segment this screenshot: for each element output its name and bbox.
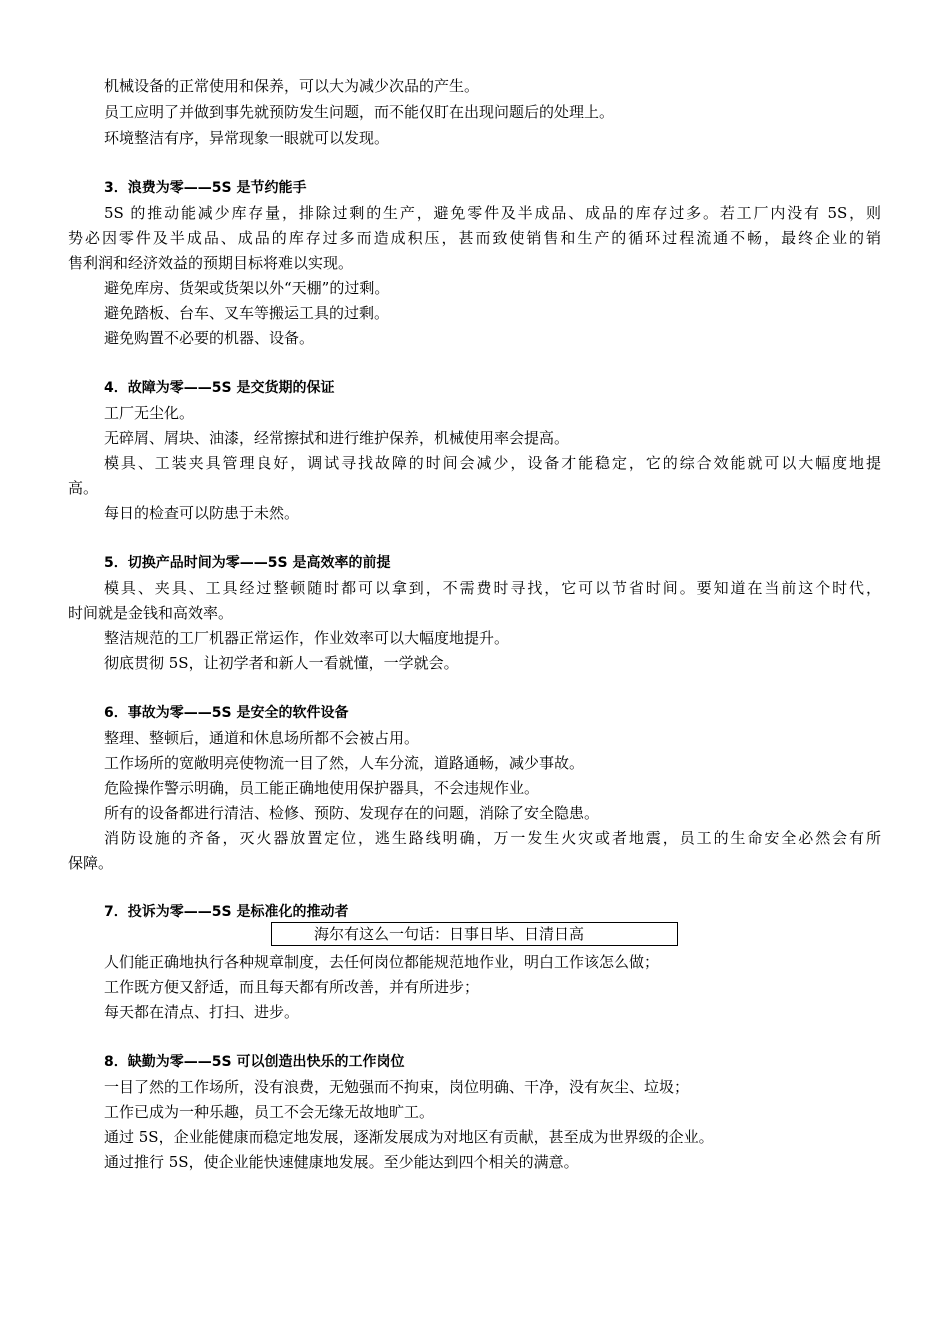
paragraph-line: 工作已成为一种乐趣，员工不会无缘无故地旷工。 [104,1103,435,1121]
paragraph-line: 避免购置不必要的机器、设备。 [104,329,315,347]
paragraph-line: 每天都在清点、打扫、进步。 [104,1003,300,1021]
paragraph-line: 环境整洁有序，异常现象一眼就可以发现。 [104,129,390,147]
paragraph-line: 消防设施的齐备，灭火器放置定位，逃生路线明确，万一发生火灾或者地震，员工的生命安全必然会有所 [104,829,881,847]
paragraph-line: 通过 5S，企业能健康而稳定地发展，逐渐发展成为对地区有贡献，甚至成为世界级的企业。 [104,1128,714,1146]
paragraph-line: 通过推行 5S，使企业能快速健康地发展。至少能达到四个相关的满意。 [104,1153,579,1171]
paragraph-line: 整洁规范的工厂机器正常运作，作业效率可以大幅度地提升。 [104,629,510,647]
paragraph-line: 员工应明了并做到事先就预防发生问题，而不能仅盯在出现问题后的处理上。 [104,103,615,121]
paragraph-line: 工厂无尘化。 [104,404,195,422]
paragraph-line: 每日的检查可以防患于未然。 [104,504,300,522]
paragraph-line: 避免库房、货架或货架以外“天棚”的过剩。 [104,279,390,297]
paragraph-line: 模具、工装夹具管理良好，调试寻找故障的时间会减少，设备才能稳定，它的综合效能就可以大幅度地提 [104,454,881,472]
paragraph-line: 工作场所的宽敞明亮使物流一目了然，人车分流，道路通畅，减少事故。 [104,754,585,772]
paragraph-line: 5S 的推动能减少库存量，排除过剩的生产，避免零件及半成品、成品的库存过多。若工厂内没有 5S，则 [104,204,881,222]
paragraph-line: 避免踏板、台车、叉车等搬运工具的过剩。 [104,304,390,322]
paragraph-line: 工作既方便又舒适，而且每天都有所改善，并有所进步； [104,978,480,996]
paragraph-line: 人们能正确地执行各种规章制度，去任何岗位都能规范地作业，明白工作该怎么做； [104,953,660,971]
section-heading-4: 4．故障为零——5S 是交货期的保证 [104,380,335,396]
section-heading-7: 7．投诉为零——5S 是标准化的推动者 [104,904,349,920]
quote-box: 海尔有这么一句话：日事日毕、日清日高 [271,922,678,946]
paragraph-line: 模具、夹具、工具经过整顿随时都可以拿到，不需费时寻找，它可以节省时间。要知道在当前这个时代， [104,579,881,597]
paragraph-line: 危险操作警示明确，员工能正确地使用保护器具，不会违规作业。 [104,779,540,797]
paragraph-line: 整理、整顿后，通道和休息场所都不会被占用。 [104,729,420,747]
paragraph-line: 彻底贯彻 5S，让初学者和新人一看就懂，一学就会。 [104,654,459,672]
section-heading-5: 5．切换产品时间为零——5S 是高效率的前提 [104,555,391,571]
paragraph-line: 保障。 [68,854,114,872]
paragraph-line: 一目了然的工作场所，没有浪费，无勉强而不拘束，岗位明确、干净，没有灰尘、垃圾； [104,1078,690,1096]
paragraph-line: 时间就是金钱和高效率。 [68,604,234,622]
paragraph-line: 势必因零件及半成品、成品的库存过多而造成积压，甚而致使销售和生产的循环过程流通不畅，最终企业的销 [68,229,881,247]
paragraph-line: 机械设备的正常使用和保养，可以大为减少次品的产生。 [104,77,480,95]
section-heading-8: 8．缺勤为零——5S 可以创造出快乐的工作岗位 [104,1054,405,1070]
paragraph-line: 无碎屑、屑块、油漆，经常擦拭和进行维护保养，机械使用率会提高。 [104,429,570,447]
paragraph-line: 售利润和经济效益的预期目标将难以实现。 [68,254,354,272]
section-heading-6: 6．事故为零——5S 是安全的软件设备 [104,705,349,721]
section-heading-3: 3．浪费为零——5S 是节约能手 [104,180,307,196]
paragraph-line: 所有的设备都进行清洁、检修、预防、发现存在的问题，消除了安全隐患。 [104,804,600,822]
paragraph-line: 高。 [68,479,99,497]
